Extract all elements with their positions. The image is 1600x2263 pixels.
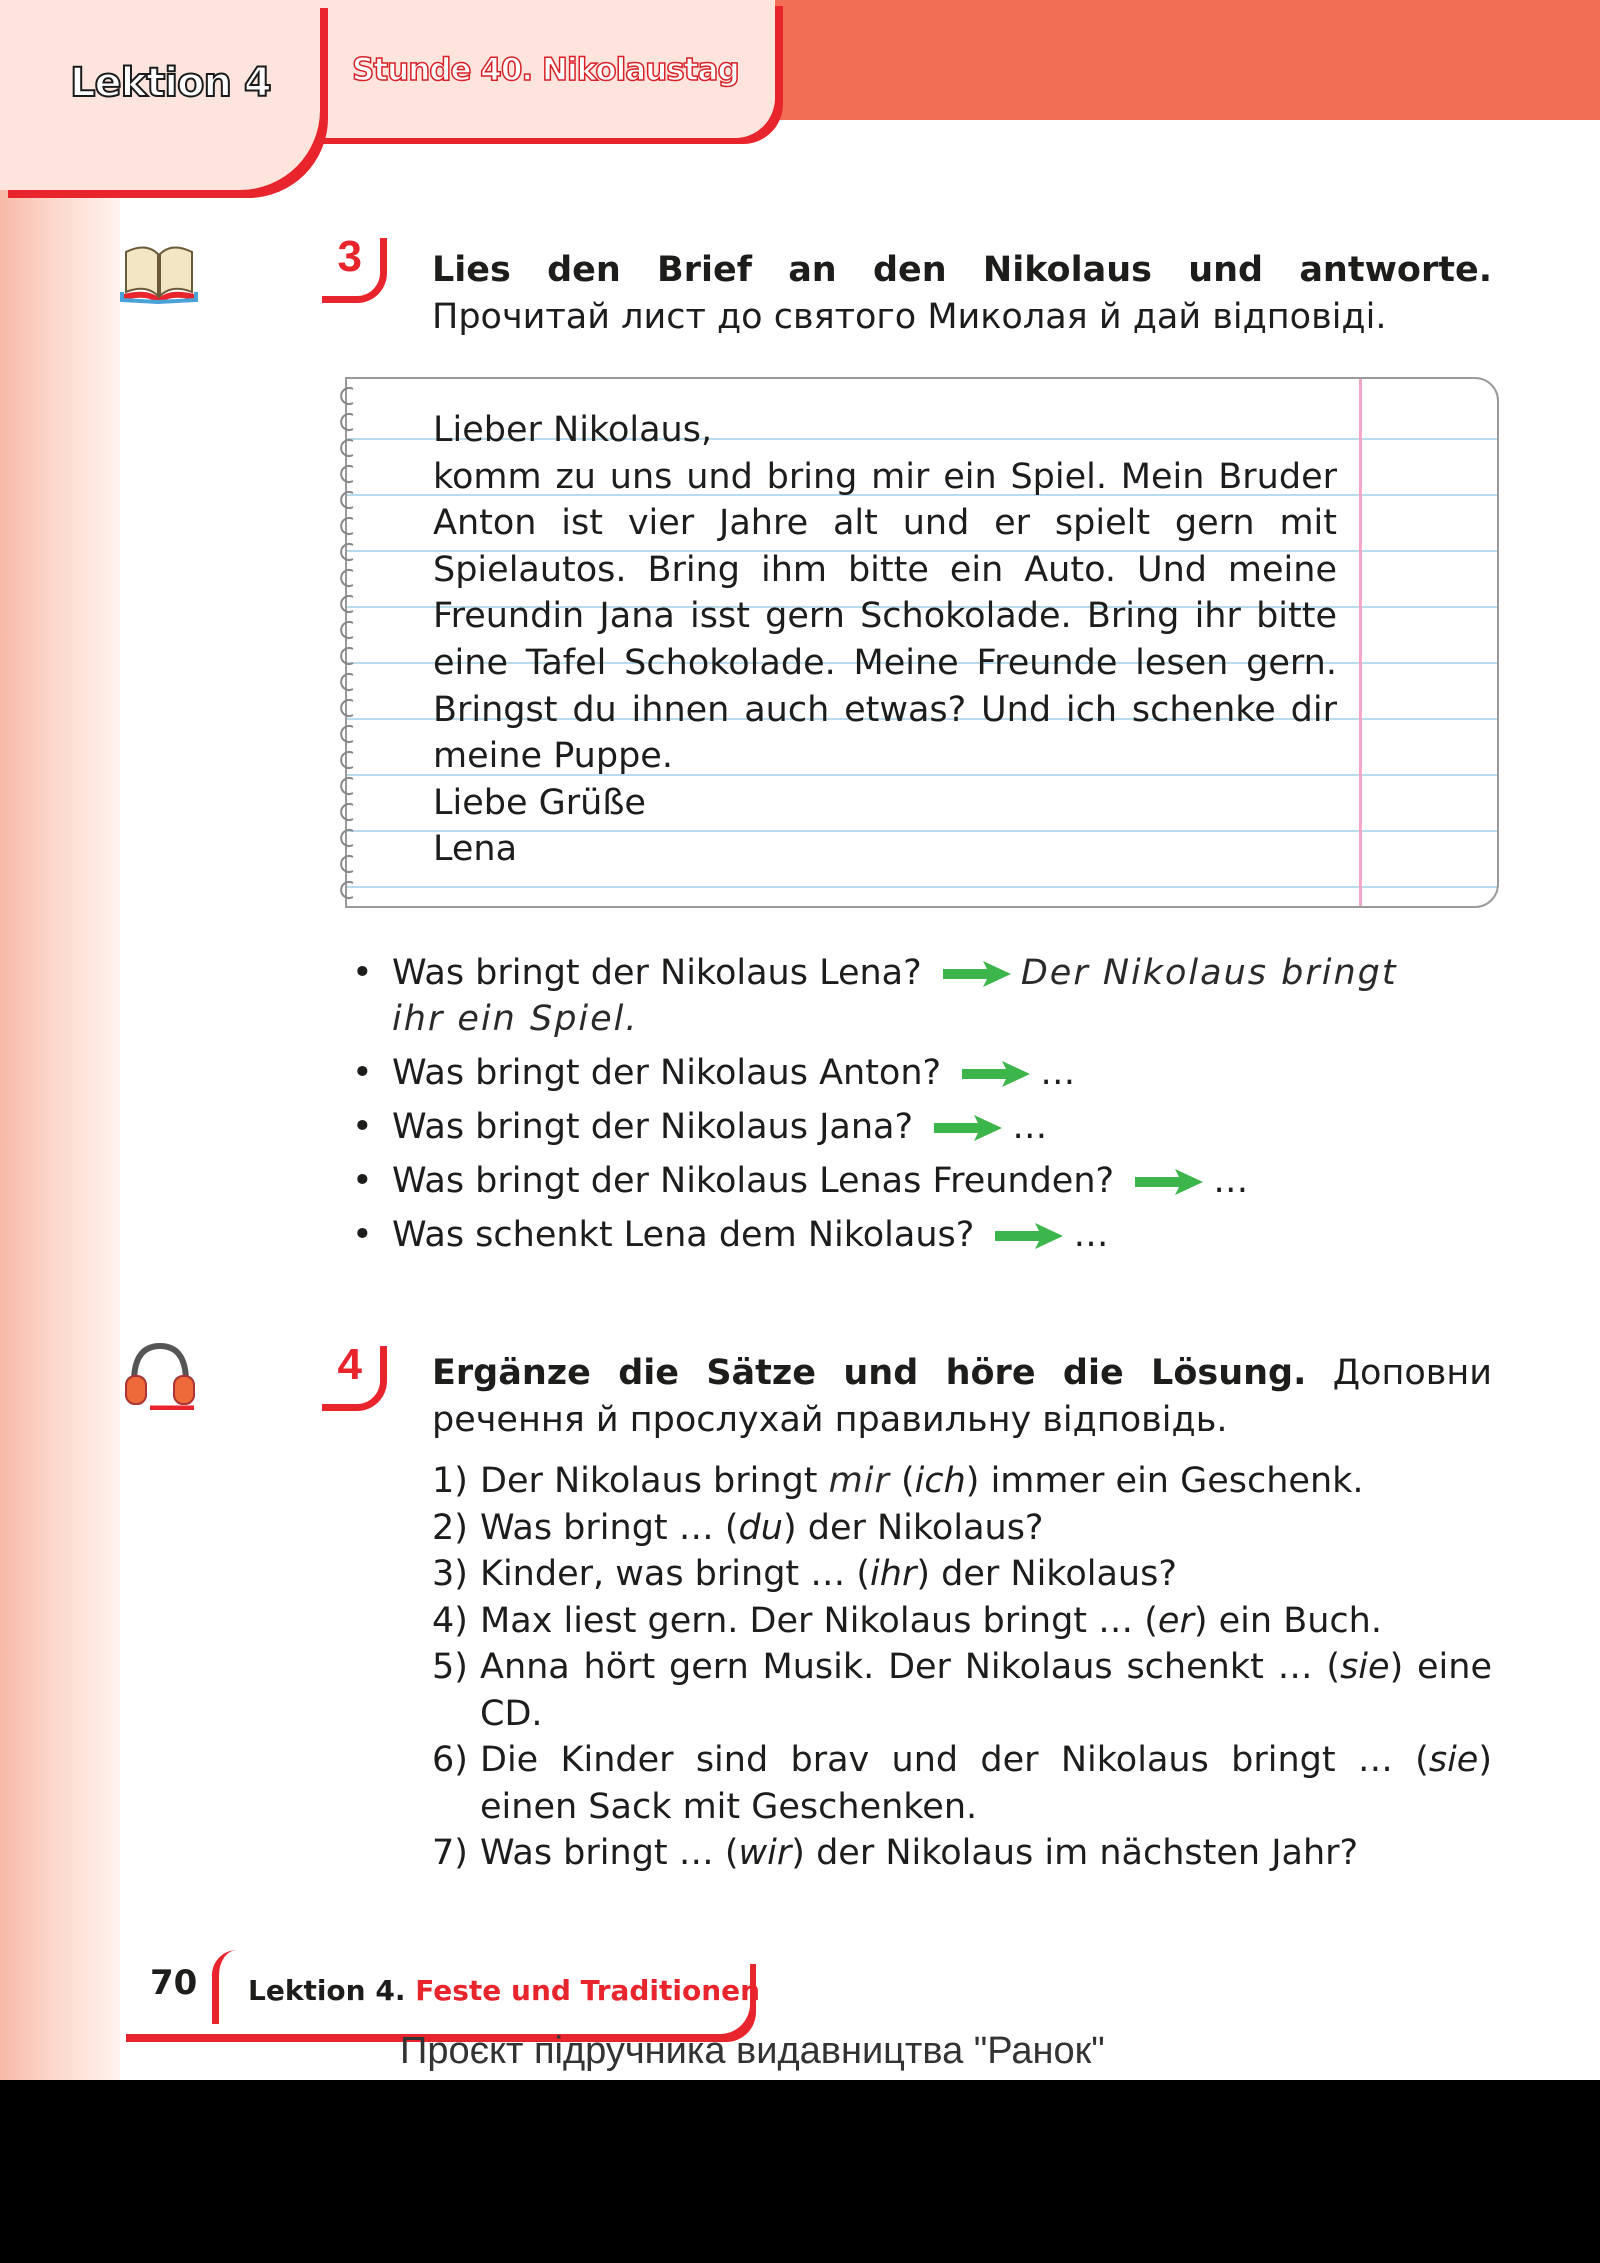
list-item — [432, 1830, 1492, 1877]
example-answer: Der Nikolaus bringt ihr ein Spiel. — [392, 953, 1398, 1039]
question-text: Was bringt der Nikolaus Lena? — [392, 953, 922, 993]
footer-topic: Feste und Traditionen — [415, 1974, 761, 2007]
sentence-text: Kinder, was bringt … ( — [480, 1554, 871, 1594]
sentence-text: Was bringt … ( — [480, 1507, 739, 1548]
list-item — [432, 1551, 1492, 1598]
pronoun-hint: er — [1157, 1600, 1194, 1641]
question-text: Was bringt der Nikolaus Lenas Freunden? — [392, 1161, 1115, 1201]
example-answer: mir — [828, 1461, 890, 1501]
list-item — [350, 1050, 1450, 1096]
question-text: Was bringt der Nikolaus Jana? — [392, 1107, 914, 1147]
item-number: 6) — [432, 1740, 468, 1780]
letter-paragraph: komm zu uns und bring mir ein Spiel. Mein Bruder Anton ist vier Jahre alt und er spielt gern mit Spielautos. Bring ihm bitte ein Auto. Und meine Freundin Jana isst gern Schokolade. Bring ihr bitte eine Tafel Schokolade. Meine Freunde lesen gern. Bringst du ihnen auch etwas? Und ich schenke dir meine Puppe. — [433, 456, 1337, 777]
sentence-text: Anna hört gern Musik. Der Nikolaus schenkt … ( — [480, 1647, 1341, 1687]
footer-lektion: Lektion 4. — [248, 1974, 406, 2007]
list-item — [432, 1644, 1492, 1737]
sentence-text: Was bringt … ( — [480, 1833, 739, 1873]
item-number: 4) — [432, 1600, 468, 1641]
question-text: Was schenkt Lena dem Nikolaus? — [392, 1215, 975, 1255]
bullet: • — [352, 1053, 373, 1093]
sentence-text: ( — [889, 1461, 915, 1501]
question-text: Was bringt der Nikolaus Anton? — [392, 1053, 942, 1093]
pronoun-hint: ich — [914, 1461, 966, 1501]
pronoun-hint: sie — [1428, 1740, 1479, 1780]
page-number: 70 — [150, 1963, 198, 2003]
list-item — [350, 1158, 1450, 1204]
task-number-tab — [322, 1340, 387, 1411]
margin-line — [1359, 379, 1362, 906]
sentence-text: Max liest gern. Der Nikolaus bringt … ( — [480, 1600, 1158, 1641]
answer-placeholder: … — [1073, 1215, 1109, 1255]
footer-divider — [212, 1950, 237, 2024]
bullet: • — [352, 1215, 373, 1255]
headphones-icon — [120, 1338, 192, 1400]
item-number: 3) — [432, 1554, 468, 1594]
arrow-right-icon — [995, 1221, 1063, 1251]
list-item — [350, 950, 1450, 1042]
task-instruction — [432, 247, 1492, 341]
item-number: 1) — [432, 1461, 468, 1501]
sentence-text: Die Kinder sind brav und der Nikolaus bringt … ( — [480, 1740, 1429, 1780]
open-book-icon — [118, 238, 190, 300]
pronoun-hint: ihr — [870, 1554, 917, 1594]
list-item — [432, 1737, 1492, 1830]
item-number: 2) — [432, 1507, 468, 1548]
item-number: 5) — [432, 1647, 468, 1687]
list-item — [350, 1104, 1450, 1150]
list-item — [432, 1598, 1492, 1645]
sentence-text: ) eine CD. — [480, 1647, 1492, 1734]
lesson-title: Stunde 40. Nikolaustag — [352, 52, 739, 88]
sentence-text: ) der Nikolaus im nächsten Jahr? — [791, 1833, 1359, 1873]
task-number: 3 — [337, 232, 362, 281]
sentence-text: ) der Nikolaus? — [782, 1507, 1044, 1548]
sentence-text: ) immer ein Geschenk. — [965, 1461, 1364, 1501]
list-item — [432, 1505, 1492, 1552]
instruction-ukrainian: Прочитай лист до святого Миколая й дай відповіді. — [432, 297, 1387, 337]
bullet: • — [352, 953, 373, 993]
letter-body — [433, 407, 1337, 873]
arrow-right-icon — [943, 959, 1011, 989]
arrow-right-icon — [962, 1059, 1030, 1089]
pronoun-hint: wir — [738, 1833, 792, 1873]
sentence-text: ) der Nikolaus? — [916, 1554, 1177, 1594]
letter-signature: Lena — [433, 829, 518, 870]
pronoun-hint: sie — [1340, 1647, 1390, 1687]
sentence-text: Der Nikolaus bringt — [480, 1461, 829, 1501]
answer-placeholder: … — [1012, 1107, 1048, 1147]
arrow-right-icon — [934, 1113, 1002, 1143]
list-item — [432, 1458, 1492, 1505]
bullet: • — [352, 1107, 373, 1147]
bullet: • — [352, 1161, 373, 1201]
left-decor-band — [0, 0, 120, 2080]
instruction-ukrainian: Доповни речення й прослухай правильну відповідь. — [432, 1353, 1493, 1440]
sentence-text: ) einen Sack mit Geschenken. — [480, 1740, 1492, 1827]
answer-placeholder: … — [1040, 1053, 1076, 1093]
instruction-german: Lies den Brief an den Nikolaus und antworte. — [432, 250, 1492, 290]
footer-chapter — [248, 1974, 760, 2007]
lektion-label: Lektion 4 — [70, 60, 271, 106]
item-number: 7) — [432, 1833, 468, 1873]
notebook-letter — [345, 377, 1499, 908]
sentence-text: ) ein Buch. — [1193, 1600, 1382, 1641]
publisher-note: Проєкт підручника видавництва "Ранок" — [400, 2030, 1105, 2072]
answer-placeholder: … — [1213, 1161, 1249, 1201]
task-number: 4 — [337, 1340, 362, 1389]
letter-closing: Liebe Grüße — [433, 782, 646, 823]
task-number-tab — [322, 232, 387, 303]
question-list — [350, 950, 1450, 1266]
list-item — [350, 1212, 1450, 1258]
sentence-list — [432, 1458, 1492, 1877]
arrow-right-icon — [1135, 1167, 1203, 1197]
letter-greeting: Lieber Nikolaus, — [433, 410, 713, 450]
instruction-german: Ergänze die Sätze und höre die Lösung. — [432, 1353, 1307, 1393]
task-instruction — [432, 1350, 1492, 1444]
spiral-binding-icon — [335, 385, 361, 905]
pronoun-hint: du — [738, 1507, 783, 1548]
